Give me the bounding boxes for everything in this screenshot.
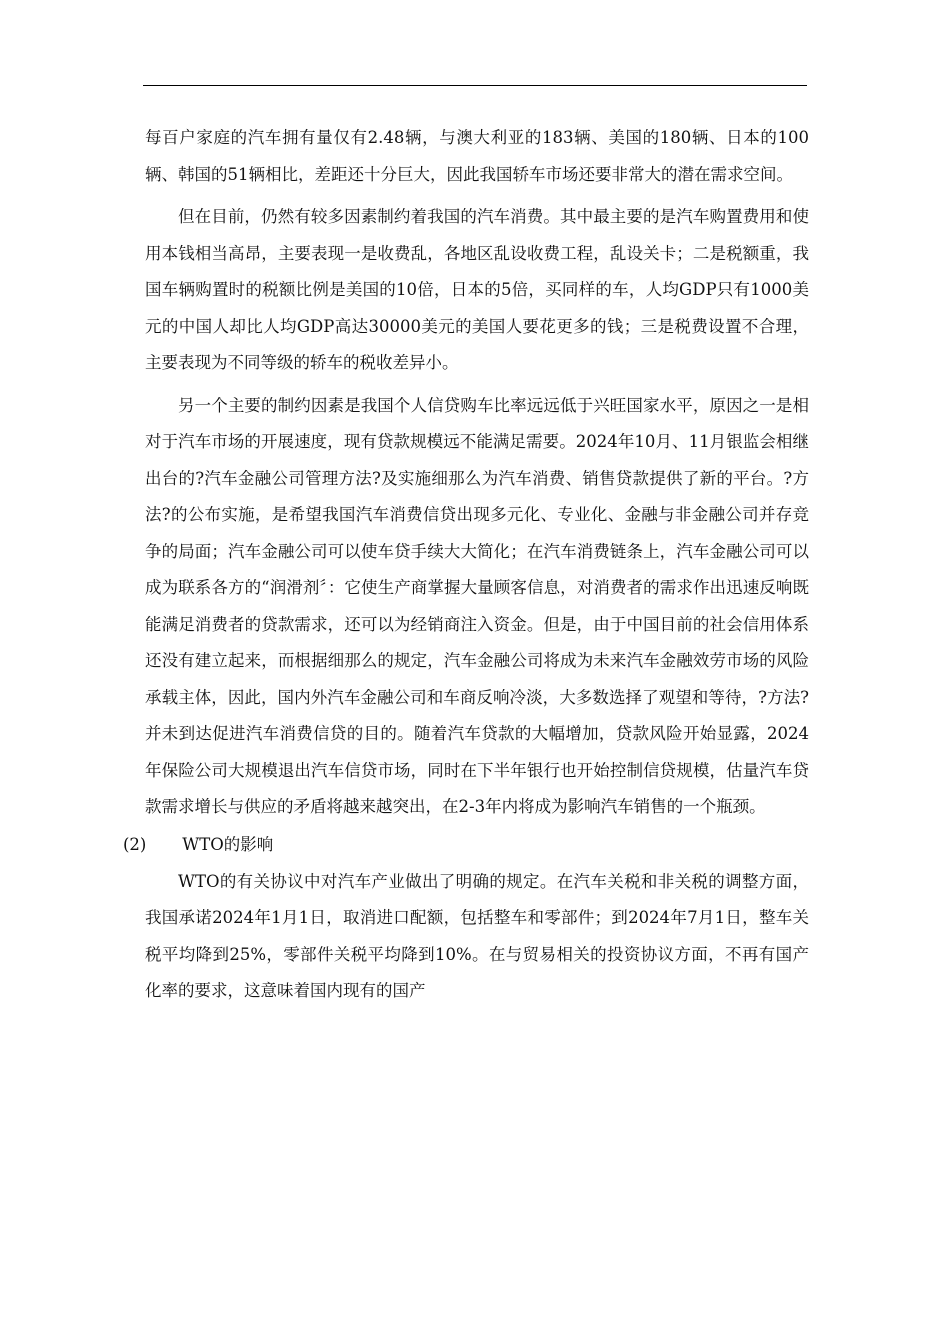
header-rule <box>143 85 807 86</box>
paragraph-consumption-constraints: 但在目前，仍然有较多因素制约着我国的汽车消费。其中最主要的是汽车购置费用和使用本钱相当高昂，主要表现一是收费乱，各地区乱设收费工程，乱设关卡；二是税额重，我国车辆购置时的税额比例是美国的10倍，日本的5倍，买同样的车，人均GDP只有1000美元的中国人却比人均GDP高达30000美元的美国人要花更多的钱；三是税费设置不合理，主要表现为不同等级的轿车的税收差异小。 <box>145 207 809 372</box>
section-heading-number: (2) <box>123 834 147 854</box>
paragraph-credit-constraints: 另一个主要的制约因素是我国个人信贷购车比率远远低于兴旺国家水平，原因之一是相对于汽车市场的开展速度，现有贷款规模远不能满足需要。2024年10月、11月银监会相继出台的?汽车金融公司管理方法?及实施细那么为汽车消费、销售贷款提供了新的平台。?方法?的公布实施，是希望我国汽车消费信贷出现多元化、专业化、金融与非金融公司并存竞争的局面；汽车金融公司可以使车贷手续大大简化；在汽车消费链条上，汽车金融公司可以成为联系各方的“润滑剂〞：它使生产商掌握大量顾客信息，对消费者的需求作出迅速反响既能满足消费者的贷款需求，还可以为经销商注入资金。但是，由于中国目前的社会信用体系还没有建立起来，而根据细那么的规定，汽车金融公司将成为未来汽车金融效劳市场的风险承载主体，因此，国内外汽车金融公司和车商反响冷淡，大多数选择了观望和等待，?方法?并未到达促进汽车消费信贷的目的。随着汽车贷款的大幅增加，贷款风险开始显露，2024年保险公司大规模退出汽车信贷市场，同时在下半年银行也开始控制信贷规模，估量汽车贷款需求增长与供应的矛盾将越来越突出，在2-3年内将成为影响汽车销售的一个瓶颈。 <box>145 395 809 816</box>
section-heading-title: WTO的影响 <box>182 834 274 854</box>
paragraph-car-ownership: 每百户家庭的汽车拥有量仅有2.48辆，与澳大利亚的183辆、美国的180辆、日本的100辆、韩国的51辆相比，差距还十分巨大，因此我国轿车市场还要非常大的潜在需求空间。 <box>145 128 809 184</box>
body-text <box>123 120 809 1010</box>
section-heading-wto <box>123 826 809 864</box>
paragraph-wto-impact: WTO的有关协议中对汽车产业做出了明确的规定。在汽车关税和非关税的调整方面， 我国承诺2024年1月1日，取消进口配额，包括整车和零部件；到2024年7月1日，整车关税平均降到25%，零部件关税平均降到10%。在与贸易相关的投资协议方面，不再有国产化率的要求，这意味着国内现有的国产 <box>145 871 809 1000</box>
